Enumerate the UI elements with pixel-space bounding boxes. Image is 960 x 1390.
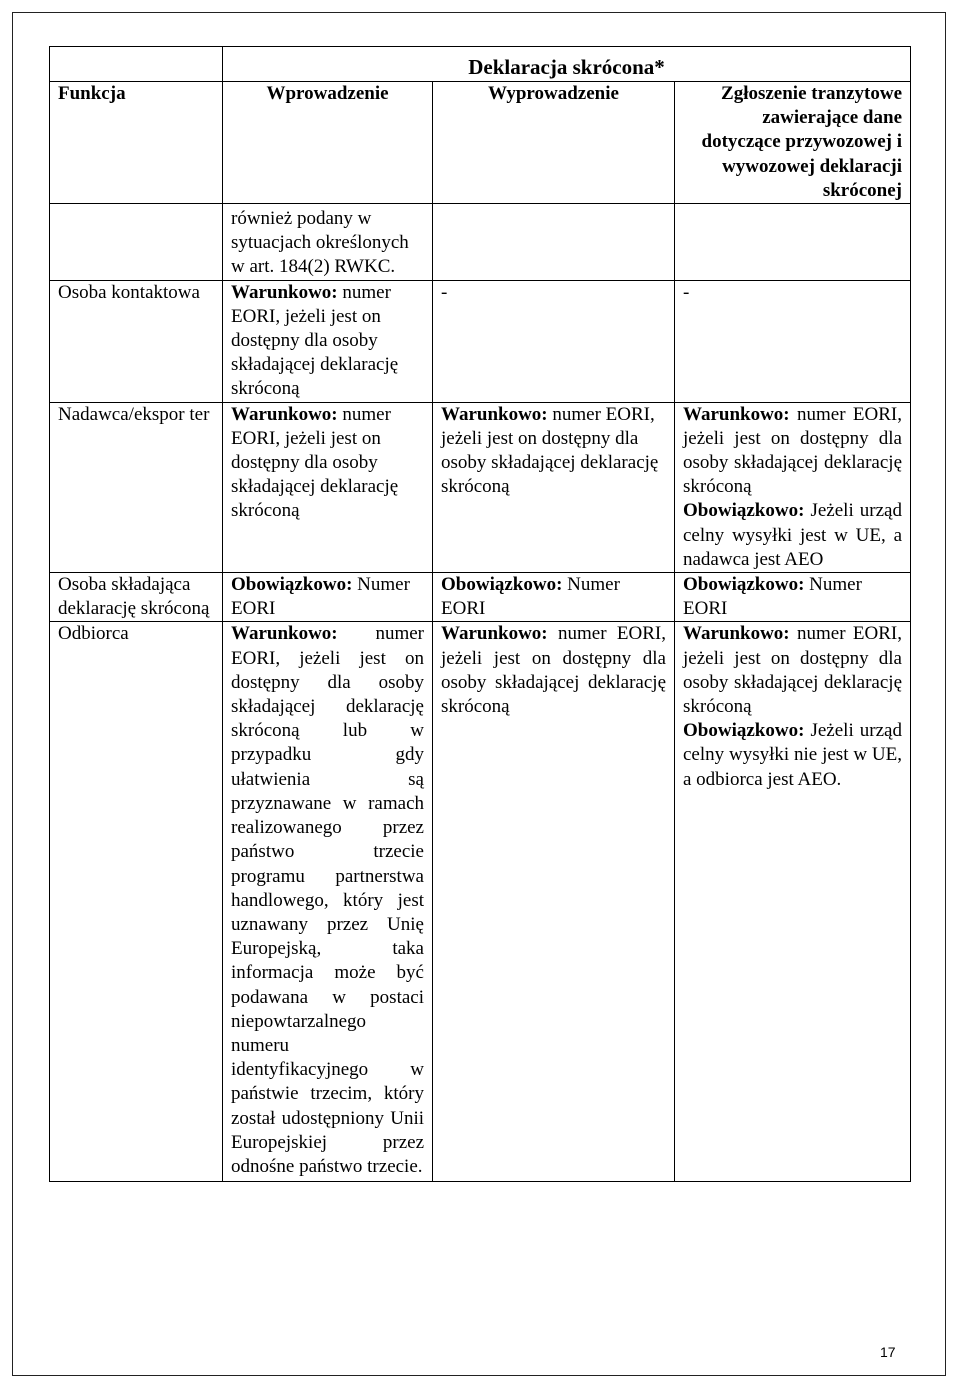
obligation-text: Jeżeli urząd celny wysyłki nie jest w UE, a odbiorca jest AEO. bbox=[683, 720, 902, 790]
table-title bbox=[223, 47, 911, 82]
condition-keyword: Warunkowo: bbox=[683, 403, 790, 425]
cell-nadawca-tranzyt bbox=[675, 402, 911, 572]
header-funkcja: Funkcja bbox=[50, 82, 223, 204]
table-row-continuation bbox=[50, 204, 911, 281]
header-tranzyt bbox=[675, 82, 911, 204]
cell-skladajaca-wprowadzenie bbox=[223, 573, 433, 622]
declaration-table bbox=[49, 46, 911, 1182]
header-tranzyt-text: Zgłoszenie tranzytowe zawierające dane dotyczące przywozowej i wywozowej deklaracji skróconej bbox=[701, 83, 902, 201]
table-title-text: Deklaracja skrócona* bbox=[468, 55, 665, 79]
cell-nadawca-wprowadzenie bbox=[223, 402, 433, 572]
condition-text: numer EORI, jeżeli jest on dostępny dla osoby składającej deklarację skróconą lub w przypadku gdy ułatwienia są przyznawane w ramach realizowanego przez państwo trzecie programu partnerstwa handlowego, który jest uznawany przez Unię Europejską, taka informacja może być podawana w postaci niepowtarzalnego numeru identyfikacyjnego w państwie trzecim, który został udostępniony Unii Europejskiej przez odnośne państwo trzecie. bbox=[231, 623, 424, 1177]
cell-nadawca-wyprowadzenie bbox=[433, 402, 675, 572]
condition-keyword: Warunkowo: bbox=[231, 281, 338, 303]
cell-skladajaca-tranzyt bbox=[675, 573, 911, 622]
condition-text: numer EORI, jeżeli jest on dostępny dla osoby składającej deklarację skróconą bbox=[441, 403, 659, 498]
continuation-label bbox=[50, 204, 223, 281]
row-label-nadawca: Nadawca/ekspor ter bbox=[50, 402, 223, 572]
table-row-osoba-kontaktowa bbox=[50, 280, 911, 402]
condition-keyword: Warunkowo: bbox=[441, 623, 548, 645]
header-wyprowadzenie: Wyprowadzenie bbox=[433, 82, 675, 204]
obligation-keyword: Obowiązkowo: bbox=[683, 500, 805, 522]
cell-kontaktowa-wprowadzenie bbox=[223, 280, 433, 402]
obligation-keyword: Obowiązkowo: bbox=[441, 574, 563, 596]
condition-text: numer EORI, jeżeli jest on dostępny dla osoby składającej deklarację skróconą bbox=[683, 403, 902, 498]
title-row bbox=[50, 47, 911, 82]
obligation-text: Jeżeli urząd celny wysyłki jest w UE, a nadawca jest AEO bbox=[683, 500, 902, 570]
cell-kontaktowa-wyprowadzenie: - bbox=[433, 280, 675, 402]
cell-kontaktowa-tranzyt: - bbox=[675, 280, 911, 402]
table-row-odbiorca bbox=[50, 622, 911, 1182]
condition-text: numer EORI, jeżeli jest on dostępny dla osoby składającej deklarację skróconą bbox=[231, 403, 399, 522]
obligation-keyword: Obowiązkowo: bbox=[683, 574, 805, 596]
condition-keyword: Warunkowo: bbox=[683, 623, 790, 645]
continuation-wyprowadzenie bbox=[433, 204, 675, 281]
row-label-skladajaca: Osoba składająca deklarację skróconą bbox=[50, 573, 223, 622]
obligation-text: Numer EORI bbox=[441, 574, 620, 620]
row-label-kontaktowa: Osoba kontaktowa bbox=[50, 280, 223, 402]
obligation-text: Numer EORI bbox=[231, 574, 410, 620]
condition-keyword: Warunkowo: bbox=[231, 403, 338, 425]
page-number: 17 bbox=[880, 1344, 896, 1360]
continuation-wprowadzenie: również podany w sytuacjach określonych w art. 184(2) RWKC. bbox=[223, 204, 433, 281]
header-row bbox=[50, 82, 911, 204]
cell-odbiorca-wprowadzenie bbox=[223, 622, 433, 1182]
obligation-keyword: Obowiązkowo: bbox=[683, 720, 805, 742]
header-wprowadzenie: Wprowadzenie bbox=[223, 82, 433, 204]
obligation-text: Numer EORI bbox=[683, 574, 862, 620]
condition-text: numer EORI, jeżeli jest on dostępny dla osoby składającej deklarację skróconą bbox=[441, 623, 666, 718]
condition-keyword: Warunkowo: bbox=[231, 623, 338, 645]
cell-odbiorca-wyprowadzenie bbox=[433, 622, 675, 1182]
continuation-tranzyt bbox=[675, 204, 911, 281]
condition-text: numer EORI, jeżeli jest on dostępny dla osoby składającej deklarację skróconą bbox=[683, 623, 902, 718]
table-row-osoba-skladajaca bbox=[50, 573, 911, 622]
obligation-keyword: Obowiązkowo: bbox=[231, 574, 353, 596]
table-row-nadawca bbox=[50, 402, 911, 572]
condition-text: numer EORI, jeżeli jest on dostępny dla osoby składającej deklarację skróconą bbox=[231, 281, 399, 400]
cell-skladajaca-wyprowadzenie bbox=[433, 573, 675, 622]
condition-keyword: Warunkowo: bbox=[441, 403, 548, 425]
row-label-odbiorca: Odbiorca bbox=[50, 622, 223, 1182]
cell-odbiorca-tranzyt bbox=[675, 622, 911, 1182]
